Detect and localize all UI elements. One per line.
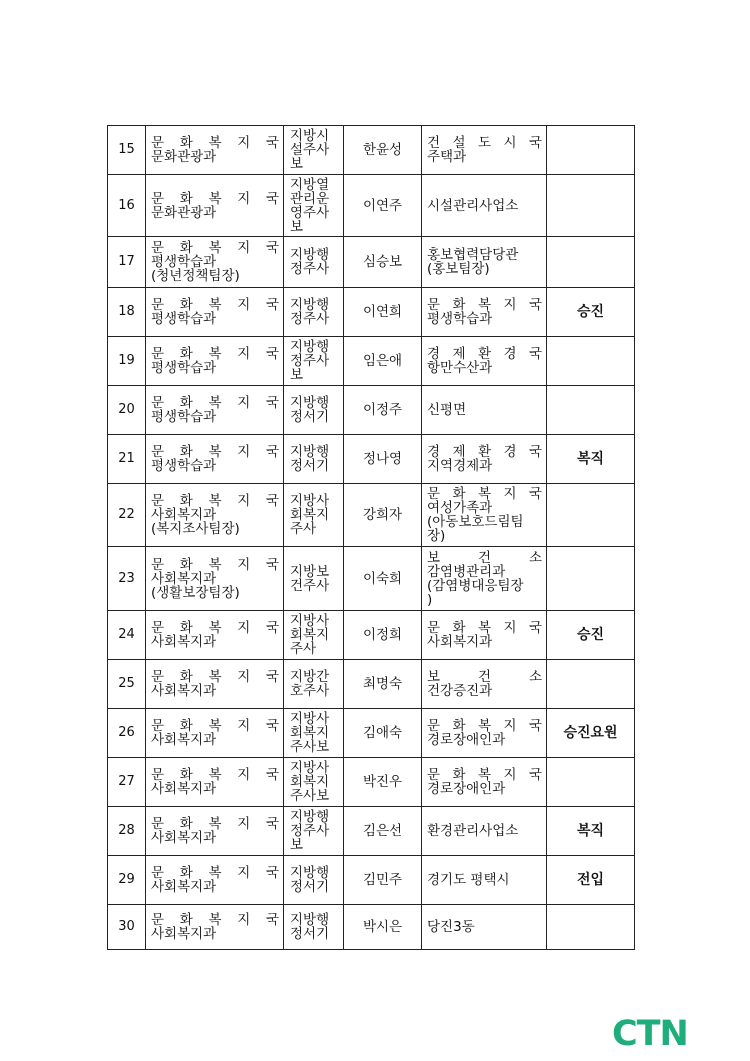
job-grade-line: 지방시 — [290, 128, 330, 144]
job-grade — [284, 435, 344, 484]
employee-name: 김애숙 — [344, 709, 422, 758]
job-grade-line: 지방행 — [290, 395, 330, 411]
current-department-line: (복지조사팀장) — [151, 521, 240, 537]
row-number: 28 — [108, 807, 146, 856]
row-number: 25 — [108, 660, 146, 709]
ctn-logo: CTN — [612, 1014, 688, 1054]
table-row — [108, 337, 635, 386]
current-department-line-justified: 문 화 복 지 국 — [151, 135, 279, 151]
current-department — [146, 547, 284, 611]
current-department-line-justified: 문 화 복 지 국 — [151, 767, 279, 783]
current-department-line-justified: 문 화 복 지 국 — [151, 493, 279, 509]
row-number: 15 — [108, 126, 146, 175]
current-department — [146, 337, 284, 386]
job-grade — [284, 288, 344, 337]
current-department — [146, 758, 284, 807]
job-grade-line: 회복지 — [290, 627, 330, 643]
new-department-line-justified: 보 건 소 — [427, 549, 542, 566]
job-grade-line: 보 — [290, 367, 304, 383]
current-department-line: 사회복지과 — [151, 781, 217, 797]
job-grade-line: 지방열 — [290, 176, 330, 193]
note-badge — [547, 337, 635, 386]
note-badge — [547, 386, 635, 435]
new-department — [422, 807, 547, 856]
job-grade — [284, 856, 344, 905]
new-department-line-justified: 건 설 도 시 국 — [427, 135, 542, 151]
job-grade — [284, 758, 344, 807]
current-department-line: 사회복지과 — [151, 926, 217, 942]
employee-name: 이숙희 — [344, 547, 422, 611]
job-grade-line: 지방행 — [290, 339, 330, 355]
job-grade-line: 정서기 — [290, 926, 330, 942]
job-grade-line: 지방행 — [290, 809, 330, 825]
row-number: 20 — [108, 386, 146, 435]
job-grade-line: 정주사 — [290, 353, 330, 369]
employee-name: 이정주 — [344, 386, 422, 435]
job-grade — [284, 126, 344, 175]
current-department-line-justified: 문 화 복 지 국 — [151, 912, 279, 928]
job-grade — [284, 547, 344, 611]
new-department-line: 경기도 평택시 — [427, 872, 510, 888]
new-department — [422, 175, 547, 237]
current-department — [146, 807, 284, 856]
table-row — [108, 484, 635, 547]
new-department-line: 지역경제과 — [427, 458, 493, 474]
note-badge — [547, 758, 635, 807]
new-department-line: 주택과 — [427, 149, 467, 165]
table-row — [108, 856, 635, 905]
job-grade-line: 주사보 — [290, 788, 330, 804]
row-number: 18 — [108, 288, 146, 337]
employee-name: 강희자 — [344, 484, 422, 547]
job-grade-line: 지방사 — [290, 711, 330, 727]
current-department — [146, 905, 284, 950]
current-department-line-justified: 문 화 복 지 국 — [151, 556, 279, 573]
new-department-line: 경로장애인과 — [427, 732, 506, 748]
new-department-line-justified: 문 화 복 지 국 — [427, 620, 542, 636]
employee-name: 최명숙 — [344, 660, 422, 709]
table-row — [108, 126, 635, 175]
current-department-line-justified: 문 화 복 지 국 — [151, 395, 279, 411]
personnel-table-body — [108, 126, 635, 950]
job-grade-line: 보 — [290, 837, 304, 853]
current-department — [146, 660, 284, 709]
note-badge: 승진요원 — [547, 709, 635, 758]
current-department-line-justified: 문 화 복 지 국 — [151, 240, 279, 256]
current-department-line: 사회복지과 — [151, 507, 217, 523]
current-department-line: (생활보장팀장) — [151, 584, 240, 601]
current-department-line: 문화관광과 — [151, 204, 217, 221]
job-grade-line: 주사보 — [290, 739, 330, 755]
job-grade — [284, 237, 344, 288]
note-badge — [547, 905, 635, 950]
current-department-line: 사회복지과 — [151, 570, 217, 587]
personnel-table — [107, 125, 635, 950]
job-grade-line: 지방보 — [290, 563, 330, 580]
current-department-line-justified: 문 화 복 지 국 — [151, 346, 279, 362]
job-grade-line: 회복지 — [290, 725, 330, 741]
current-department-line: 사회복지과 — [151, 683, 217, 699]
job-grade-line: 호주사 — [290, 683, 330, 699]
current-department — [146, 175, 284, 237]
employee-name: 심승보 — [344, 237, 422, 288]
new-department — [422, 435, 547, 484]
job-grade-line: 정서기 — [290, 458, 330, 474]
row-number: 23 — [108, 547, 146, 611]
new-department-line: 평생학습과 — [427, 311, 493, 327]
row-number: 30 — [108, 905, 146, 950]
current-department-line: 문화관광과 — [151, 149, 217, 165]
note-badge: 전입 — [547, 856, 635, 905]
row-number: 22 — [108, 484, 146, 547]
job-grade-line: 정서기 — [290, 879, 330, 895]
job-grade-line: 주사 — [290, 641, 317, 657]
current-department-line: 평생학습과 — [151, 409, 217, 425]
current-department — [146, 288, 284, 337]
current-department — [146, 237, 284, 288]
new-department-line: 홍보협력담당관 — [427, 247, 519, 263]
table-row — [108, 237, 635, 288]
job-grade — [284, 175, 344, 237]
job-grade-line: 지방사 — [290, 493, 330, 509]
job-grade — [284, 709, 344, 758]
current-department-line: (청년정책팀장) — [151, 268, 240, 284]
current-department — [146, 484, 284, 547]
new-department-line: 환경관리사업소 — [427, 823, 519, 839]
new-department — [422, 337, 547, 386]
table-row — [108, 175, 635, 237]
new-department-line: 신평면 — [427, 402, 467, 418]
new-department — [422, 905, 547, 950]
note-badge — [547, 237, 635, 288]
new-department — [422, 237, 547, 288]
current-department-line-justified: 문 화 복 지 국 — [151, 669, 279, 685]
employee-name: 임은애 — [344, 337, 422, 386]
note-badge: 승진 — [547, 611, 635, 660]
new-department-line-justified: 문 화 복 지 국 — [427, 297, 542, 313]
job-grade-line: 정서기 — [290, 409, 330, 425]
new-department-line: 사회복지과 — [427, 634, 493, 650]
current-department-line-justified: 문 화 복 지 국 — [151, 718, 279, 734]
current-department — [146, 126, 284, 175]
job-grade — [284, 337, 344, 386]
employee-name: 정나영 — [344, 435, 422, 484]
job-grade-line: 지방행 — [290, 297, 330, 313]
note-badge: 승진 — [547, 288, 635, 337]
note-badge — [547, 547, 635, 611]
job-grade — [284, 905, 344, 950]
job-grade-line: 영주사 — [290, 204, 330, 221]
employee-name: 박진우 — [344, 758, 422, 807]
employee-name: 김민주 — [344, 856, 422, 905]
table-row — [108, 288, 635, 337]
note-badge: 복직 — [547, 435, 635, 484]
current-department-line: 사회복지과 — [151, 732, 217, 748]
table-row — [108, 807, 635, 856]
job-grade — [284, 386, 344, 435]
current-department-line: 사회복지과 — [151, 879, 217, 895]
current-department — [146, 386, 284, 435]
employee-name: 김은선 — [344, 807, 422, 856]
new-department-line-justified: 문 화 복 지 국 — [427, 486, 542, 502]
new-department-line: (홍보팀장) — [427, 261, 490, 277]
new-department-line: (감염병대응팀장 — [427, 577, 524, 594]
new-department — [422, 547, 547, 611]
job-grade-line: 회복지 — [290, 774, 330, 790]
current-department-line: 평생학습과 — [151, 360, 217, 376]
current-department-line-justified: 문 화 복 지 국 — [151, 297, 279, 313]
job-grade-line: 관리운 — [290, 190, 330, 207]
note-badge — [547, 660, 635, 709]
current-department-line: 평생학습과 — [151, 458, 217, 474]
current-department-line-justified: 문 화 복 지 국 — [151, 190, 279, 207]
new-department — [422, 288, 547, 337]
note-badge — [547, 126, 635, 175]
note-badge: 복직 — [547, 807, 635, 856]
note-badge — [547, 484, 635, 547]
new-department-line-justified: 보 건 소 — [427, 669, 542, 685]
job-grade-line: 지방사 — [290, 760, 330, 776]
row-number: 29 — [108, 856, 146, 905]
job-grade-line: 설주사 — [290, 142, 330, 158]
job-grade-line: 정주사 — [290, 823, 330, 839]
row-number: 19 — [108, 337, 146, 386]
table-row — [108, 547, 635, 611]
job-grade-line: 회복지 — [290, 507, 330, 523]
table-row — [108, 435, 635, 484]
job-grade-line: 정주사 — [290, 261, 330, 277]
table-row — [108, 709, 635, 758]
new-department-line: 항만수산과 — [427, 360, 493, 376]
job-grade — [284, 807, 344, 856]
job-grade-line: 보 — [290, 218, 304, 235]
new-department — [422, 758, 547, 807]
row-number: 17 — [108, 237, 146, 288]
note-badge — [547, 175, 635, 237]
job-grade-line: 정주사 — [290, 311, 330, 327]
current-department-line: 사회복지과 — [151, 634, 217, 650]
table-row — [108, 660, 635, 709]
new-department-line-justified: 경 제 환 경 국 — [427, 346, 542, 362]
new-department-line: ) — [427, 591, 433, 608]
current-department — [146, 435, 284, 484]
employee-name: 이연희 — [344, 288, 422, 337]
new-department-line: 경로장애인과 — [427, 781, 506, 797]
job-grade — [284, 660, 344, 709]
new-department-line-justified: 경 제 환 경 국 — [427, 444, 542, 460]
employee-name: 박시은 — [344, 905, 422, 950]
row-number: 27 — [108, 758, 146, 807]
job-grade — [284, 611, 344, 660]
current-department-line-justified: 문 화 복 지 국 — [151, 865, 279, 881]
new-department-line: 여성가족과 — [427, 500, 493, 516]
job-grade-line: 지방행 — [290, 247, 330, 263]
current-department-line-justified: 문 화 복 지 국 — [151, 620, 279, 636]
job-grade — [284, 484, 344, 547]
new-department-line: 건강증진과 — [427, 683, 493, 699]
new-department-line: 장) — [427, 528, 446, 544]
job-grade-line: 건주사 — [290, 577, 330, 594]
new-department — [422, 709, 547, 758]
new-department-line-justified: 문 화 복 지 국 — [427, 718, 542, 734]
new-department-line-justified: 문 화 복 지 국 — [427, 767, 542, 783]
row-number: 21 — [108, 435, 146, 484]
job-grade-line: 지방사 — [290, 613, 330, 629]
job-grade-line: 지방행 — [290, 865, 330, 881]
new-department-line: 감염병관리과 — [427, 563, 506, 580]
current-department-line-justified: 문 화 복 지 국 — [151, 444, 279, 460]
new-department-line: (아동보호드림팀 — [427, 514, 524, 530]
new-department — [422, 126, 547, 175]
employee-name: 이정희 — [344, 611, 422, 660]
current-department-line-justified: 문 화 복 지 국 — [151, 816, 279, 832]
row-number: 24 — [108, 611, 146, 660]
current-department-line: 평생학습과 — [151, 254, 217, 270]
new-department — [422, 856, 547, 905]
table-row — [108, 386, 635, 435]
row-number: 26 — [108, 709, 146, 758]
employee-name: 이연주 — [344, 175, 422, 237]
new-department-line: 시설관리사업소 — [427, 197, 519, 214]
table-row — [108, 758, 635, 807]
employee-name: 한윤성 — [344, 126, 422, 175]
job-grade-line: 보 — [290, 156, 304, 172]
current-department-line: 평생학습과 — [151, 311, 217, 327]
new-department-line: 당진3동 — [427, 919, 475, 935]
new-department — [422, 386, 547, 435]
table-row — [108, 611, 635, 660]
current-department — [146, 611, 284, 660]
new-department — [422, 484, 547, 547]
row-number: 16 — [108, 175, 146, 237]
current-department — [146, 856, 284, 905]
job-grade-line: 지방행 — [290, 444, 330, 460]
new-department — [422, 660, 547, 709]
job-grade-line: 주사 — [290, 521, 317, 537]
table-row — [108, 905, 635, 950]
new-department — [422, 611, 547, 660]
current-department-line: 사회복지과 — [151, 830, 217, 846]
job-grade-line: 지방행 — [290, 912, 330, 928]
job-grade-line: 지방간 — [290, 669, 330, 685]
current-department — [146, 709, 284, 758]
